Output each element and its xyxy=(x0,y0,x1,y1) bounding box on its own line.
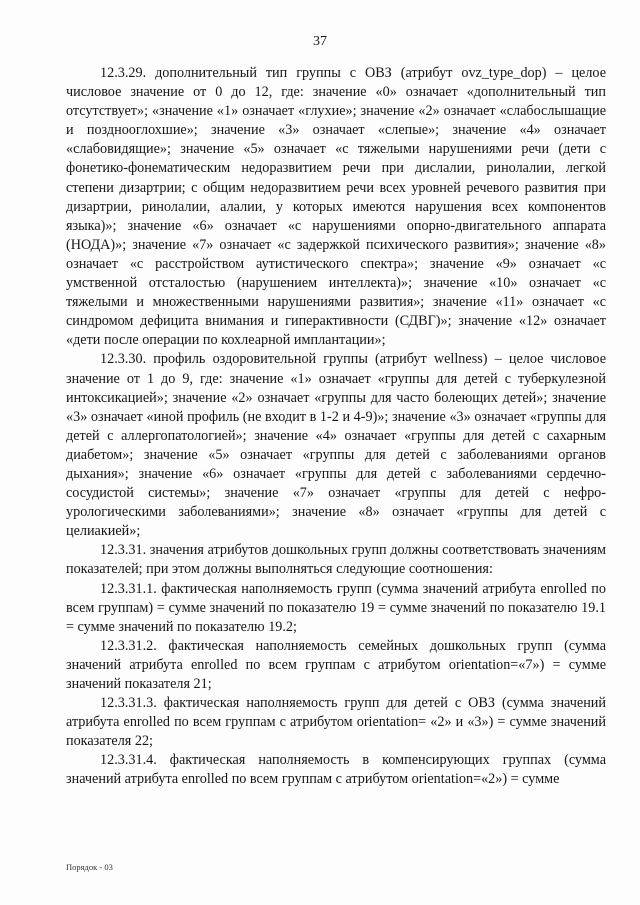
document-body xyxy=(66,64,606,790)
paragraph-12-3-31-1: 12.3.31.1. фактическая наполняемость групп (сумма значений атрибута enrolled по всем группам) = сумме значений по показателю 19 = сумме значений по показателю 19.1 = сумме значений по показателю 19.2; xyxy=(66,580,606,635)
paragraph-12-3-31-3: 12.3.31.3. фактическая наполняемость групп для детей с ОВЗ (сумма значений атрибута enrolled по всем группам с атрибутом orientation= «2» и «3») = сумме значений показателя 22; xyxy=(66,695,606,750)
paragraph-12-3-30: 12.3.30. профиль оздоровительной группы (атрибут wellness) – целое числовое значение от 1 до 9, где: значение «1» означает «группы для детей с туберкулезной интоксикацией»; значение «2» означает «группы для часто болеющих детей»; значение «3» означает «иной профиль (не входит в 1-2 и 4-9)»; значение «3» означает «группы для детей с аллергопатологией»; значение «4» означает «группы для детей с сахарным диабетом»; значение «5» означает «группы для детей с заболеваниями органов дыхания»; значение «6» означает «группы для детей с заболеваниями сердечно-сосудистой системы»; значение «7» означает «группы для детей с нефро-урологическими заболеваниями»; значение «8» означает «группы для детей с целиакией»; xyxy=(66,351,606,540)
paragraph-12-3-29: 12.3.29. дополнительный тип группы с ОВЗ (атрибут ovz_type_dop) – целое числовое значение от 0 до 12, где: значение «0» означает «дополнительный тип отсутствует»; «значение «1» означает «глухие»; значение «2» означает «слабослышащие и позднооглохшие»; значение «3» означает «слепые»; значение «4» означает «слабовидящие»; значение «5» означает «с тяжелыми нарушениями речи (дети с фонетико-фонематическим недоразвитием речи при дислалии, ринолалии, легкой степени дизартрии; с общим недоразвитием речи всех уровней речевого развития при дизартрии, ринолалии, алалии, у которых имеются нарушения всех компонентов языка)»; значение «6» означает «с нарушениями опорно-двигательного аппарата (НОДА)»; значение «7» означает «с задержкой психического развития»; значение «8» означает «с расстройством аутистического спектра»; значение «9» означает «с умственной отсталостью (нарушением интеллекта)»; значение «10» означает «с тяжелыми и множественными нарушениями развития»; значение «11» означает «с синдромом дефицита внимания и гиперактивности (СДВГ)»; значение «12» означает «дети после операции по кохлеарной имплантации»; xyxy=(66,65,606,349)
page-number: 37 xyxy=(313,34,327,49)
paragraph-12-3-31-4: 12.3.31.4. фактическая наполняемость в компенсирующих группах (сумма значений атрибута enrolled по всем группам с атрибутом orientation=«2») = сумме xyxy=(66,752,606,788)
paragraph-12-3-31: 12.3.31. значения атрибутов дошкольных групп должны соответствовать значениям показателей; при этом должны выполняться следующие соотношения: xyxy=(66,542,606,578)
paragraph-12-3-31-2: 12.3.31.2. фактическая наполняемость семейных дошкольных групп (сумма значений атрибута enrolled по всем группам с атрибутом orientation=«7») = сумме значений показателя 21; xyxy=(66,637,606,692)
page-footer: Порядок - 03 xyxy=(66,862,113,872)
